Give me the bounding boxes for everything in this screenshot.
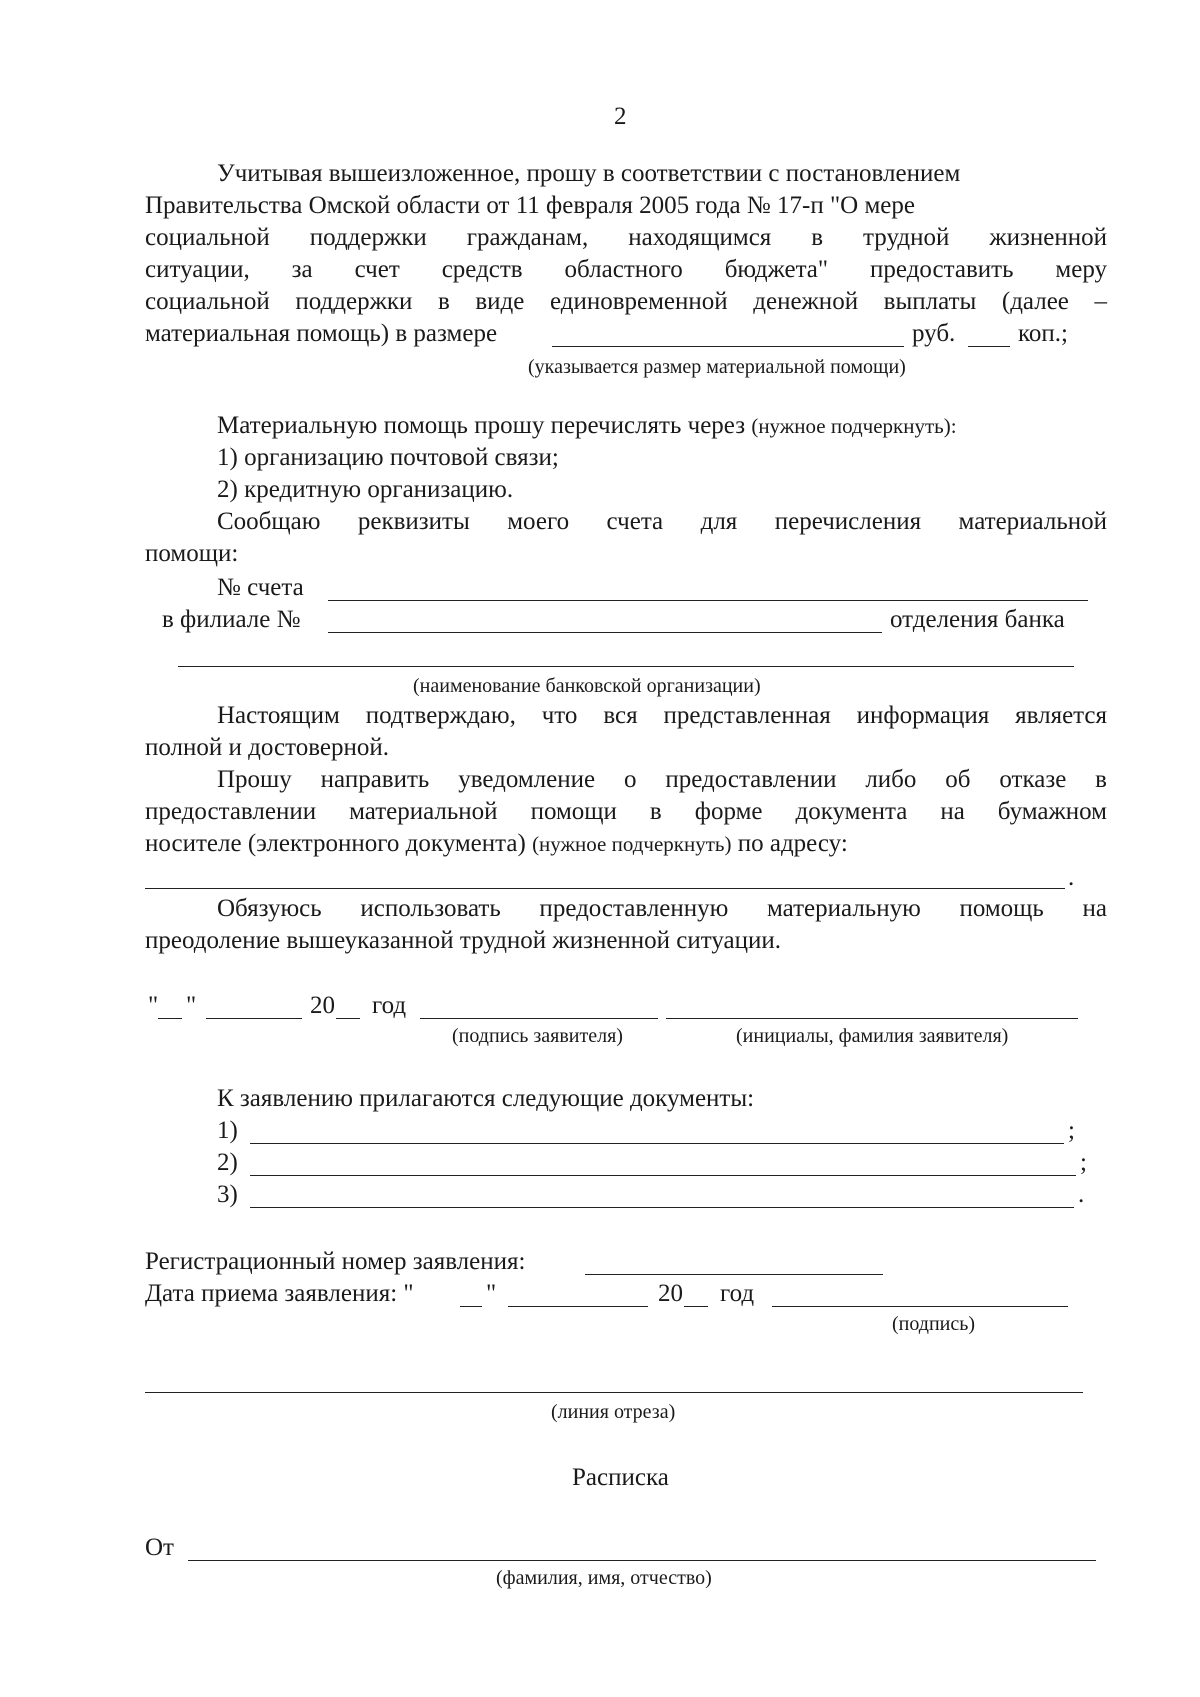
- payment-prompt: [217, 410, 957, 442]
- intro-line-3: социальной поддержки гражданам, находящимся в трудной жизненной: [145, 224, 1107, 251]
- cut-line: [145, 1392, 1083, 1393]
- registration-date-label: Дата приема заявления: ": [145, 1280, 414, 1307]
- details-line-1: Сообщаю реквизиты моего счета для перечисления материальной: [217, 508, 1107, 535]
- account-number-field[interactable]: [328, 600, 1088, 601]
- sig-year-word: год: [372, 992, 407, 1019]
- attachment-1-num: 1): [217, 1117, 238, 1144]
- attachments-heading: К заявлению прилагаются следующие документы:: [217, 1085, 755, 1112]
- branch-number-field[interactable]: [328, 632, 882, 633]
- attachment-3-num: 3): [217, 1181, 238, 1208]
- confirm-line-2: полной и достоверной.: [145, 734, 389, 761]
- notify-line-3-note: (нужное подчеркнуть): [532, 832, 732, 856]
- address-end: .: [1068, 864, 1075, 891]
- attachment-1-end: ;: [1068, 1117, 1075, 1144]
- registration-signature-field[interactable]: [772, 1306, 1068, 1307]
- branch-suffix: отделения банка: [890, 606, 1065, 633]
- registration-signature-caption: (подпись): [892, 1313, 976, 1335]
- notify-line-3-end: по адресу:: [737, 830, 848, 857]
- attachment-2-field[interactable]: [250, 1175, 1076, 1176]
- registration-year-word: год: [720, 1280, 755, 1307]
- branch-label: в филиале №: [162, 606, 301, 633]
- obligation-line-1: Обязуюсь использовать предоставленную материальную помощь на: [217, 895, 1107, 922]
- registration-month-field[interactable]: [508, 1306, 648, 1307]
- receipt-title: Расписка: [572, 1464, 669, 1491]
- caption-applicant-name: (инициалы, фамилия заявителя): [736, 1025, 1009, 1047]
- notify-line-2: предоставлении материальной помощи в форме документа на бумажном: [145, 798, 1107, 825]
- amount-caption: (указывается размер материальной помощи): [528, 356, 906, 378]
- registration-number-label: Регистрационный номер заявления:: [145, 1248, 526, 1275]
- amount-kop-blank[interactable]: [968, 346, 1010, 347]
- registration-number-field[interactable]: [585, 1274, 883, 1275]
- attachment-1-field[interactable]: [250, 1143, 1064, 1144]
- registration-quote-close: ": [486, 1280, 497, 1307]
- page-number: 2: [614, 103, 627, 130]
- details-line-2: помощи:: [145, 540, 239, 567]
- intro-line-6-start: материальная помощь) в размере: [145, 320, 498, 347]
- attachment-2-num: 2): [217, 1149, 238, 1176]
- applicant-signature-field[interactable]: [420, 1018, 658, 1019]
- confirm-line-1: Настоящим подтверждаю, что вся представленная информация является: [217, 702, 1107, 729]
- rub-label: руб.: [912, 320, 956, 347]
- attachment-3-field[interactable]: [250, 1207, 1074, 1208]
- attachment-3-end: .: [1078, 1181, 1085, 1208]
- notify-line-3-start: носителе (электронного документа): [145, 830, 526, 857]
- intro-line-1: Учитывая вышеизложенное, прошу в соответствии с постановлением: [217, 160, 961, 187]
- intro-line-5: социальной поддержки в виде единовременной денежной выплаты (далее –: [145, 288, 1107, 315]
- obligation-line-2: преодоление вышеуказанной трудной жизненной ситуации.: [145, 927, 782, 954]
- payment-prompt-note: (нужное подчеркнуть):: [751, 414, 957, 438]
- sig-quote-close: ": [186, 992, 197, 1019]
- applicant-name-field[interactable]: [666, 1018, 1078, 1019]
- sig-month-field[interactable]: [206, 1018, 302, 1019]
- registration-year-field[interactable]: [684, 1306, 708, 1307]
- sig-quote-open: ": [148, 992, 159, 1019]
- receipt-from-label: От: [145, 1534, 174, 1561]
- notify-line-1: Прошу направить уведомление о предоставлении либо об отказе в: [217, 766, 1107, 793]
- payment-option-bank[interactable]: 2) кредитную организацию.: [217, 476, 514, 503]
- kop-label: коп.;: [1018, 320, 1068, 347]
- sig-year-prefix: 20: [310, 992, 335, 1019]
- payment-option-postal[interactable]: 1) организацию почтовой связи;: [217, 444, 559, 471]
- caption-applicant-signature: (подпись заявителя): [452, 1025, 623, 1047]
- registration-year-prefix: 20: [658, 1280, 683, 1307]
- intro-line-4: ситуации, за счет средств областного бюджета" предоставить меру: [145, 256, 1107, 283]
- cut-line-caption: (линия отреза): [551, 1401, 676, 1423]
- notify-line-3: [145, 828, 848, 860]
- receipt-name-field[interactable]: [188, 1560, 1096, 1561]
- bank-name-field[interactable]: [178, 666, 1074, 667]
- bank-caption: (наименование банковской организации): [413, 675, 761, 697]
- amount-rub-blank[interactable]: [552, 346, 904, 347]
- attachment-2-end: ;: [1080, 1149, 1087, 1176]
- receipt-name-caption: (фамилия, имя, отчество): [496, 1567, 712, 1589]
- registration-day-field[interactable]: [460, 1306, 482, 1307]
- sig-year-field[interactable]: [336, 1018, 360, 1019]
- address-field[interactable]: [145, 888, 1065, 889]
- sig-day-field[interactable]: [158, 1018, 182, 1019]
- intro-line-2: Правительства Омской области от 11 февраля 2005 года № 17-п "О мере: [145, 192, 915, 219]
- payment-prompt-text: Материальную помощь прошу перечислять через: [217, 412, 746, 439]
- account-label: № счета: [217, 574, 304, 601]
